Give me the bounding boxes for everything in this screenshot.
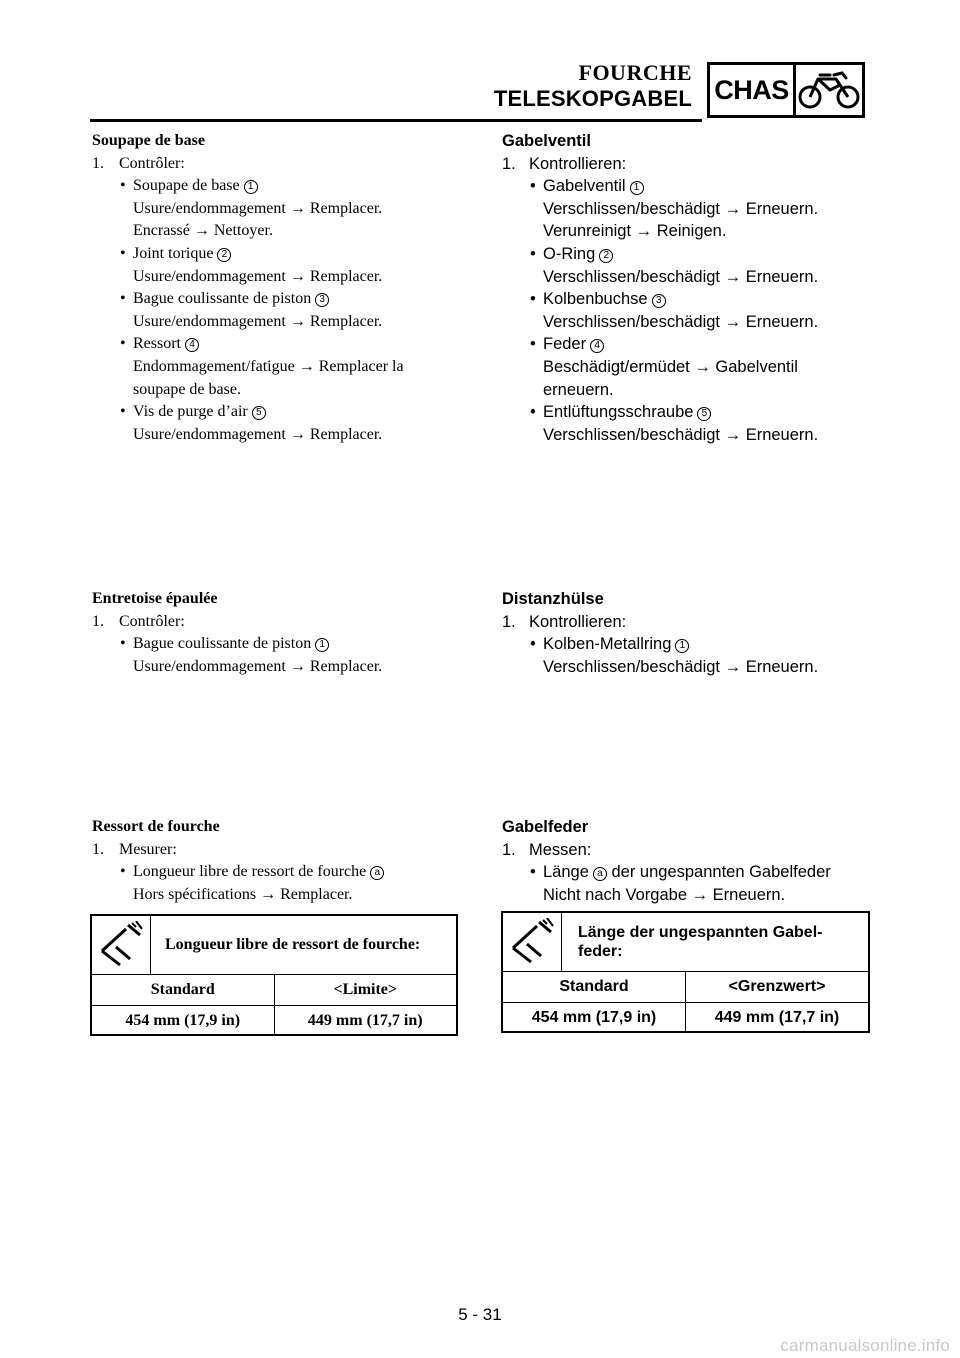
list-item: • Soupape de base 1	[92, 175, 462, 198]
list-item-detail: Hors spécifications → Remplacer.	[133, 885, 353, 903]
spec-val-limit: 449 mm (17,7 in)	[714, 1009, 840, 1026]
ref-callout: 3	[315, 293, 329, 307]
ref-callout: 3	[652, 294, 666, 308]
ref-callout: 5	[252, 406, 266, 420]
de-spring-title: Gabelfeder	[502, 818, 589, 836]
spec-title: Länge der ungespannten Gabel- feder:	[578, 924, 823, 960]
ref-callout: 1	[315, 638, 329, 652]
list-item: • Entlüftungsschraube 5	[502, 401, 872, 424]
ref-callout: 2	[217, 248, 231, 262]
section-badge	[707, 62, 865, 118]
list-item: • Gabelventil 1	[502, 175, 872, 198]
list-item-detail: soupape de base.	[133, 380, 241, 398]
step-label: Kontrollieren:	[529, 154, 627, 173]
ref-callout: 1	[244, 180, 258, 194]
step-number: 1.	[92, 154, 104, 172]
ref-callout: 1	[630, 181, 644, 195]
fr-spring-step	[92, 839, 462, 862]
step-label: Contrôler:	[119, 154, 185, 172]
header-rule	[90, 119, 702, 122]
ref-callout: 1	[675, 639, 689, 653]
spec-val-standard: 454 mm (17,9 in)	[503, 1003, 686, 1033]
de-spring-section	[502, 816, 872, 906]
ref-callout: 4	[185, 338, 199, 352]
de-spacer-title: Distanzhülse	[502, 590, 604, 608]
list-item-detail: Verunreinigt → Reinigen.	[543, 222, 727, 241]
de-base-valve-title: Gabelventil	[502, 132, 591, 150]
ref-callout: a	[370, 866, 384, 880]
ref-callout: 4	[590, 339, 604, 353]
list-item-detail: Encrassé → Nettoyer.	[133, 222, 273, 240]
list-item: • Kolbenbuchse 3	[502, 288, 872, 311]
list-item-detail: Endommagement/fatigue → Remplacer la	[133, 357, 404, 375]
list-item: • Länge a der ungespannten Gabelfeder	[530, 863, 831, 882]
step-number: 1.	[92, 840, 104, 858]
spec-col-limit: <Limite>	[333, 981, 398, 998]
de-spec-table	[501, 911, 870, 1033]
step-label: Mesurer:	[119, 840, 177, 858]
list-item-detail: Usure/endommagement → Remplacer.	[133, 267, 383, 285]
ref-callout: a	[593, 867, 607, 881]
list-item-detail: Verschlissen/beschädigt → Erneuern.	[543, 267, 819, 286]
step-number: 1.	[502, 154, 516, 173]
header-title-fr: FOURCHE	[578, 60, 692, 85]
list-item: • Feder 4	[502, 333, 872, 356]
fr-base-valve-title: Soupape de base	[92, 132, 205, 149]
list-item: • Bague coulissante de piston 3	[92, 288, 462, 311]
fr-spec-table	[90, 914, 458, 1036]
ref-callout: 2	[599, 249, 613, 263]
list-item-detail: Usure/endommagement → Remplacer.	[133, 657, 383, 675]
list-item-detail: Beschädigt/ermüdet → Gabelventil	[543, 357, 798, 376]
list-item-detail: Verschlissen/beschädigt → Erneuern.	[543, 425, 819, 444]
list-item-detail: Verschlissen/beschädigt → Erneuern.	[543, 657, 819, 676]
step-label: Contrôler:	[119, 612, 185, 630]
fr-base-valve-step	[92, 153, 462, 176]
header-title-de: TELESKOPGABEL	[493, 86, 692, 111]
ref-callout: 5	[697, 407, 711, 421]
list-item-detail: Usure/endommagement → Remplacer.	[133, 199, 383, 217]
list-item: • Kolben-Metallring 1	[502, 633, 872, 656]
fr-spacer-step	[92, 611, 462, 634]
fr-base-valve-section	[92, 130, 462, 446]
spec-col-limit: <Grenzwert>	[728, 978, 826, 995]
step-label: Messen:	[529, 840, 592, 859]
motorcycle-icon	[796, 65, 862, 115]
spec-val-limit: 449 mm (17,7 in)	[307, 1012, 423, 1029]
list-item-detail: Verschlissen/beschädigt → Erneuern.	[543, 199, 819, 218]
list-item-detail: Nicht nach Vorgabe → Erneuern.	[543, 885, 786, 904]
fr-spring-section	[92, 816, 462, 906]
list-item-detail: Usure/endommagement → Remplacer.	[133, 312, 383, 330]
step-label: Kontrollieren:	[529, 612, 627, 631]
list-item: • Vis de purge d’air 5	[92, 401, 462, 424]
page-number: 5 - 31	[458, 1305, 502, 1324]
list-item: • Longueur libre de ressort de fourche a	[92, 861, 462, 884]
fr-spring-title: Ressort de fourche	[92, 818, 220, 835]
caliper-icon	[92, 916, 151, 974]
de-base-valve-section	[502, 130, 872, 446]
spec-col-standard: Standard	[503, 972, 686, 1002]
caliper-icon	[503, 913, 562, 971]
spec-val-standard: 454 mm (17,9 in)	[92, 1006, 275, 1036]
step-number: 1.	[92, 612, 104, 630]
fr-spacer-title: Entretoise épaulée	[92, 590, 218, 607]
list-item-detail: Usure/endommagement → Remplacer.	[133, 425, 383, 443]
de-base-valve-step	[502, 153, 872, 176]
spec-col-standard: Standard	[92, 975, 275, 1005]
list-item: • Bague coulissante de piston 1	[92, 633, 462, 656]
watermark[interactable]: carmanualsonline.info	[780, 1336, 950, 1355]
de-spacer-section	[502, 588, 872, 678]
list-item: • Joint torique 2	[92, 243, 462, 266]
step-number: 1.	[502, 840, 516, 859]
list-item: • Ressort 4	[92, 333, 462, 356]
fr-spacer-section	[92, 588, 462, 678]
section-code: CHAS	[710, 65, 796, 115]
list-item-detail: erneuern.	[543, 380, 614, 399]
de-spring-step	[502, 839, 872, 862]
list-item: • O-Ring 2	[502, 243, 872, 266]
list-item-detail: Verschlissen/beschädigt → Erneuern.	[543, 312, 819, 331]
spec-title: Longueur libre de ressort de fourche:	[165, 936, 421, 953]
de-spacer-step	[502, 611, 872, 634]
step-number: 1.	[502, 612, 516, 631]
